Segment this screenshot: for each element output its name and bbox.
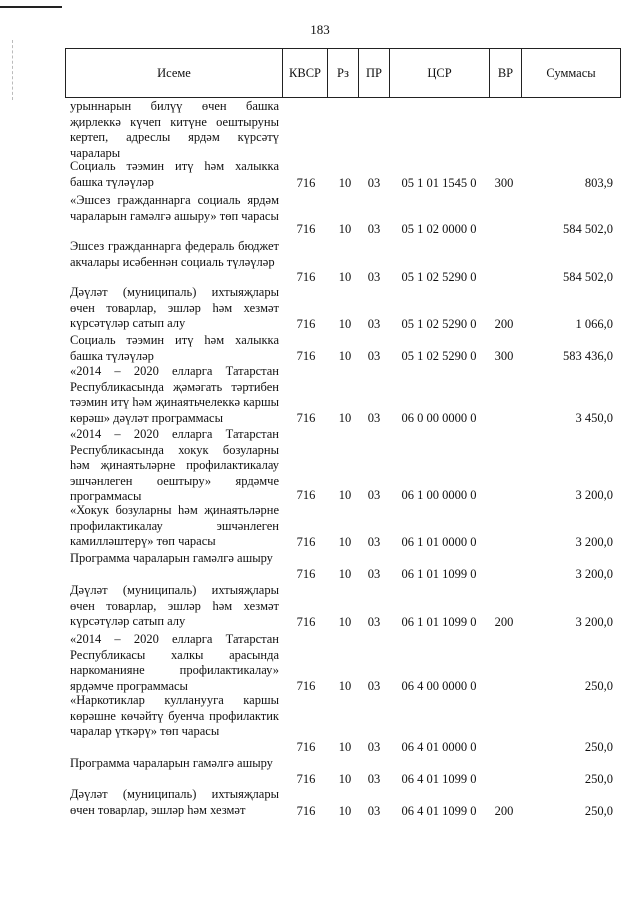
cell-rz: 10 [338,222,352,236]
cell-sum: 583 436,0 [563,349,613,363]
cell-sum: 3 450,0 [575,411,613,425]
cell-pr: 03 [367,567,381,581]
cell-pr: 03 [367,176,381,190]
row-name: Социаль тәэмин итү һәм халыкка башка түләүләр [70,333,279,363]
cell-pr: 03 [367,679,381,693]
cell-sum: 3 200,0 [575,535,613,549]
cell-sum: 250,0 [584,772,613,786]
cell-rz: 10 [338,567,352,581]
cell-kvsr: 716 [296,349,316,363]
cell-sum: 584 502,0 [563,270,613,284]
cell-kvsr: 716 [296,567,316,581]
cell-kvsr: 716 [296,679,316,693]
table-row [0,99,640,160]
row-name: Дәүләт (муниципаль) ихтыяҗлары өчен товарлар, эшләр һәм хезмәт күрсәтүләр сатып алу [70,285,279,330]
header-vr: ВР [490,49,522,97]
row-name: Программа чараларын гамәлгә ашыру [70,756,273,770]
cell-vr: 200 [494,804,514,818]
cell-kvsr: 716 [296,740,316,754]
cell-csr: 06 4 00 0000 0 [401,679,477,693]
row-name: «Наркотиклар кулланууга каршы көрәшне көчәйтү буенча профилактик чаралар үткәрү» төп чарасы [70,693,279,738]
cell-sum: 250,0 [584,804,613,818]
cell-csr: 06 0 00 0000 0 [401,411,477,425]
row-name: «2014 – 2020 елларга Татарстан Республикасы халкы арасында наркоманияне профилактикалау» ярдәмче программасы [70,632,279,693]
header-name: Исеме [66,49,283,97]
page-number: 183 [310,22,330,37]
table-row [0,193,640,237]
cell-rz: 10 [338,176,352,190]
table-row [0,503,640,550]
cell-rz: 10 [338,411,352,425]
cell-kvsr: 716 [296,535,316,549]
cell-sum: 3 200,0 [575,615,613,629]
cell-kvsr: 716 [296,615,316,629]
cell-rz: 10 [338,740,352,754]
table-row [0,583,640,630]
table-row [0,159,640,191]
cell-csr: 06 4 01 1099 0 [401,772,477,786]
cell-pr: 03 [367,488,381,502]
cell-sum: 3 200,0 [575,567,613,581]
cell-pr: 03 [367,615,381,629]
cell-kvsr: 716 [296,411,316,425]
cell-pr: 03 [367,535,381,549]
table-row [0,551,640,582]
cell-rz: 10 [338,317,352,331]
table-row [0,427,640,503]
cell-pr: 03 [367,270,381,284]
cell-kvsr: 716 [296,317,316,331]
header-sum: Суммасы [546,65,596,80]
row-name: «2014 – 2020 елларга Татарстан Республикасында җәмәгать тәртибен тәэмин итү һәм җинаятьчелеккә каршы көрәш» дәүләт программасы [70,364,279,425]
cell-kvsr: 716 [296,176,316,190]
cell-rz: 10 [338,488,352,502]
cell-csr: 06 1 01 1099 0 [401,615,477,629]
cell-kvsr: 716 [296,772,316,786]
cell-csr: 06 4 01 0000 0 [401,740,477,754]
cell-sum: 1 066,0 [575,317,613,331]
table-row [0,333,640,364]
cell-vr: 200 [494,317,514,331]
row-name: «Хокук бозуларны һәм җинаятьләрне профилактикалау эшчәнлеген камилләштерү» төп чарасы [70,503,279,548]
cell-pr: 03 [367,317,381,331]
cell-pr: 03 [367,804,381,818]
cell-csr: 06 4 01 1099 0 [401,804,477,818]
cell-vr: 300 [494,349,514,363]
header-pr: ПР [359,49,390,97]
margin-mark [12,40,13,100]
cell-csr: 06 1 01 0000 0 [401,535,477,549]
cell-kvsr: 716 [296,222,316,236]
row-name: Программа чараларын гамәлгә ашыру [70,551,273,565]
cell-rz: 10 [338,349,352,363]
cell-csr: 06 1 01 1099 0 [401,567,477,581]
cell-pr: 03 [367,772,381,786]
table-row [0,285,640,332]
table-row [0,756,640,787]
table-row [0,632,640,694]
cell-csr: 05 1 02 5290 0 [401,317,477,331]
cell-pr: 03 [367,349,381,363]
cell-sum: 250,0 [584,740,613,754]
cell-rz: 10 [338,270,352,284]
header-rz: Рз [328,49,359,97]
cell-kvsr: 716 [296,804,316,818]
table-row [0,239,640,285]
cell-csr: 05 1 02 0000 0 [401,222,477,236]
row-name: «Эшсез гражданнарга социаль ярдәм чараларын гамәлгә ашыру» төп чарасы [70,193,279,223]
cell-csr: 05 1 02 5290 0 [401,270,477,284]
cell-sum: 3 200,0 [575,488,613,502]
cell-csr: 05 1 01 1545 0 [401,176,477,190]
cell-vr: 300 [494,176,514,190]
table-header [65,48,621,98]
row-name: Социаль тәэмин итү һәм халыкка башка түләүләр [70,159,279,189]
table-row [0,693,640,755]
table-row [0,787,640,819]
cell-rz: 10 [338,804,352,818]
cell-kvsr: 716 [296,270,316,284]
cell-csr: 05 1 02 5290 0 [401,349,477,363]
cell-sum: 803,9 [584,176,613,190]
cell-sum: 584 502,0 [563,222,613,236]
row-name: урыннарын билүү өчен башка җирлеккә күчеп китүне оештыруны кертеп, адреслы ярдәм күрсәтү чаралары [70,99,279,160]
cell-rz: 10 [338,772,352,786]
cell-pr: 03 [367,222,381,236]
header-kvsr: КВСР [283,49,328,97]
cell-kvsr: 716 [296,488,316,502]
top-rule [0,6,62,8]
cell-rz: 10 [338,679,352,693]
cell-rz: 10 [338,535,352,549]
row-name: Дәүләт (муниципаль) ихтыяҗлары өчен товарлар, эшләр һәм хезмәт [70,787,279,817]
header-csr: ЦСР [390,49,490,97]
row-name: Эшсез гражданнарга федераль бюджет акчалары исәбеннән социаль түләүләр [70,239,279,269]
table-row [0,364,640,426]
cell-rz: 10 [338,615,352,629]
cell-sum: 250,0 [584,679,613,693]
cell-pr: 03 [367,740,381,754]
cell-vr: 200 [494,615,514,629]
row-name: Дәүләт (муниципаль) ихтыяҗлары өчен товарлар, эшләр һәм хезмәт күрсәтүләр сатып алу [70,583,279,628]
cell-pr: 03 [367,411,381,425]
row-name: «2014 – 2020 елларга Татарстан Республикасында хокук бозуларны һәм җинаятьләрне профилактикалау эшчәнлеген оештыру» ярдәмче программасы [70,427,279,503]
cell-csr: 06 1 00 0000 0 [401,488,477,502]
